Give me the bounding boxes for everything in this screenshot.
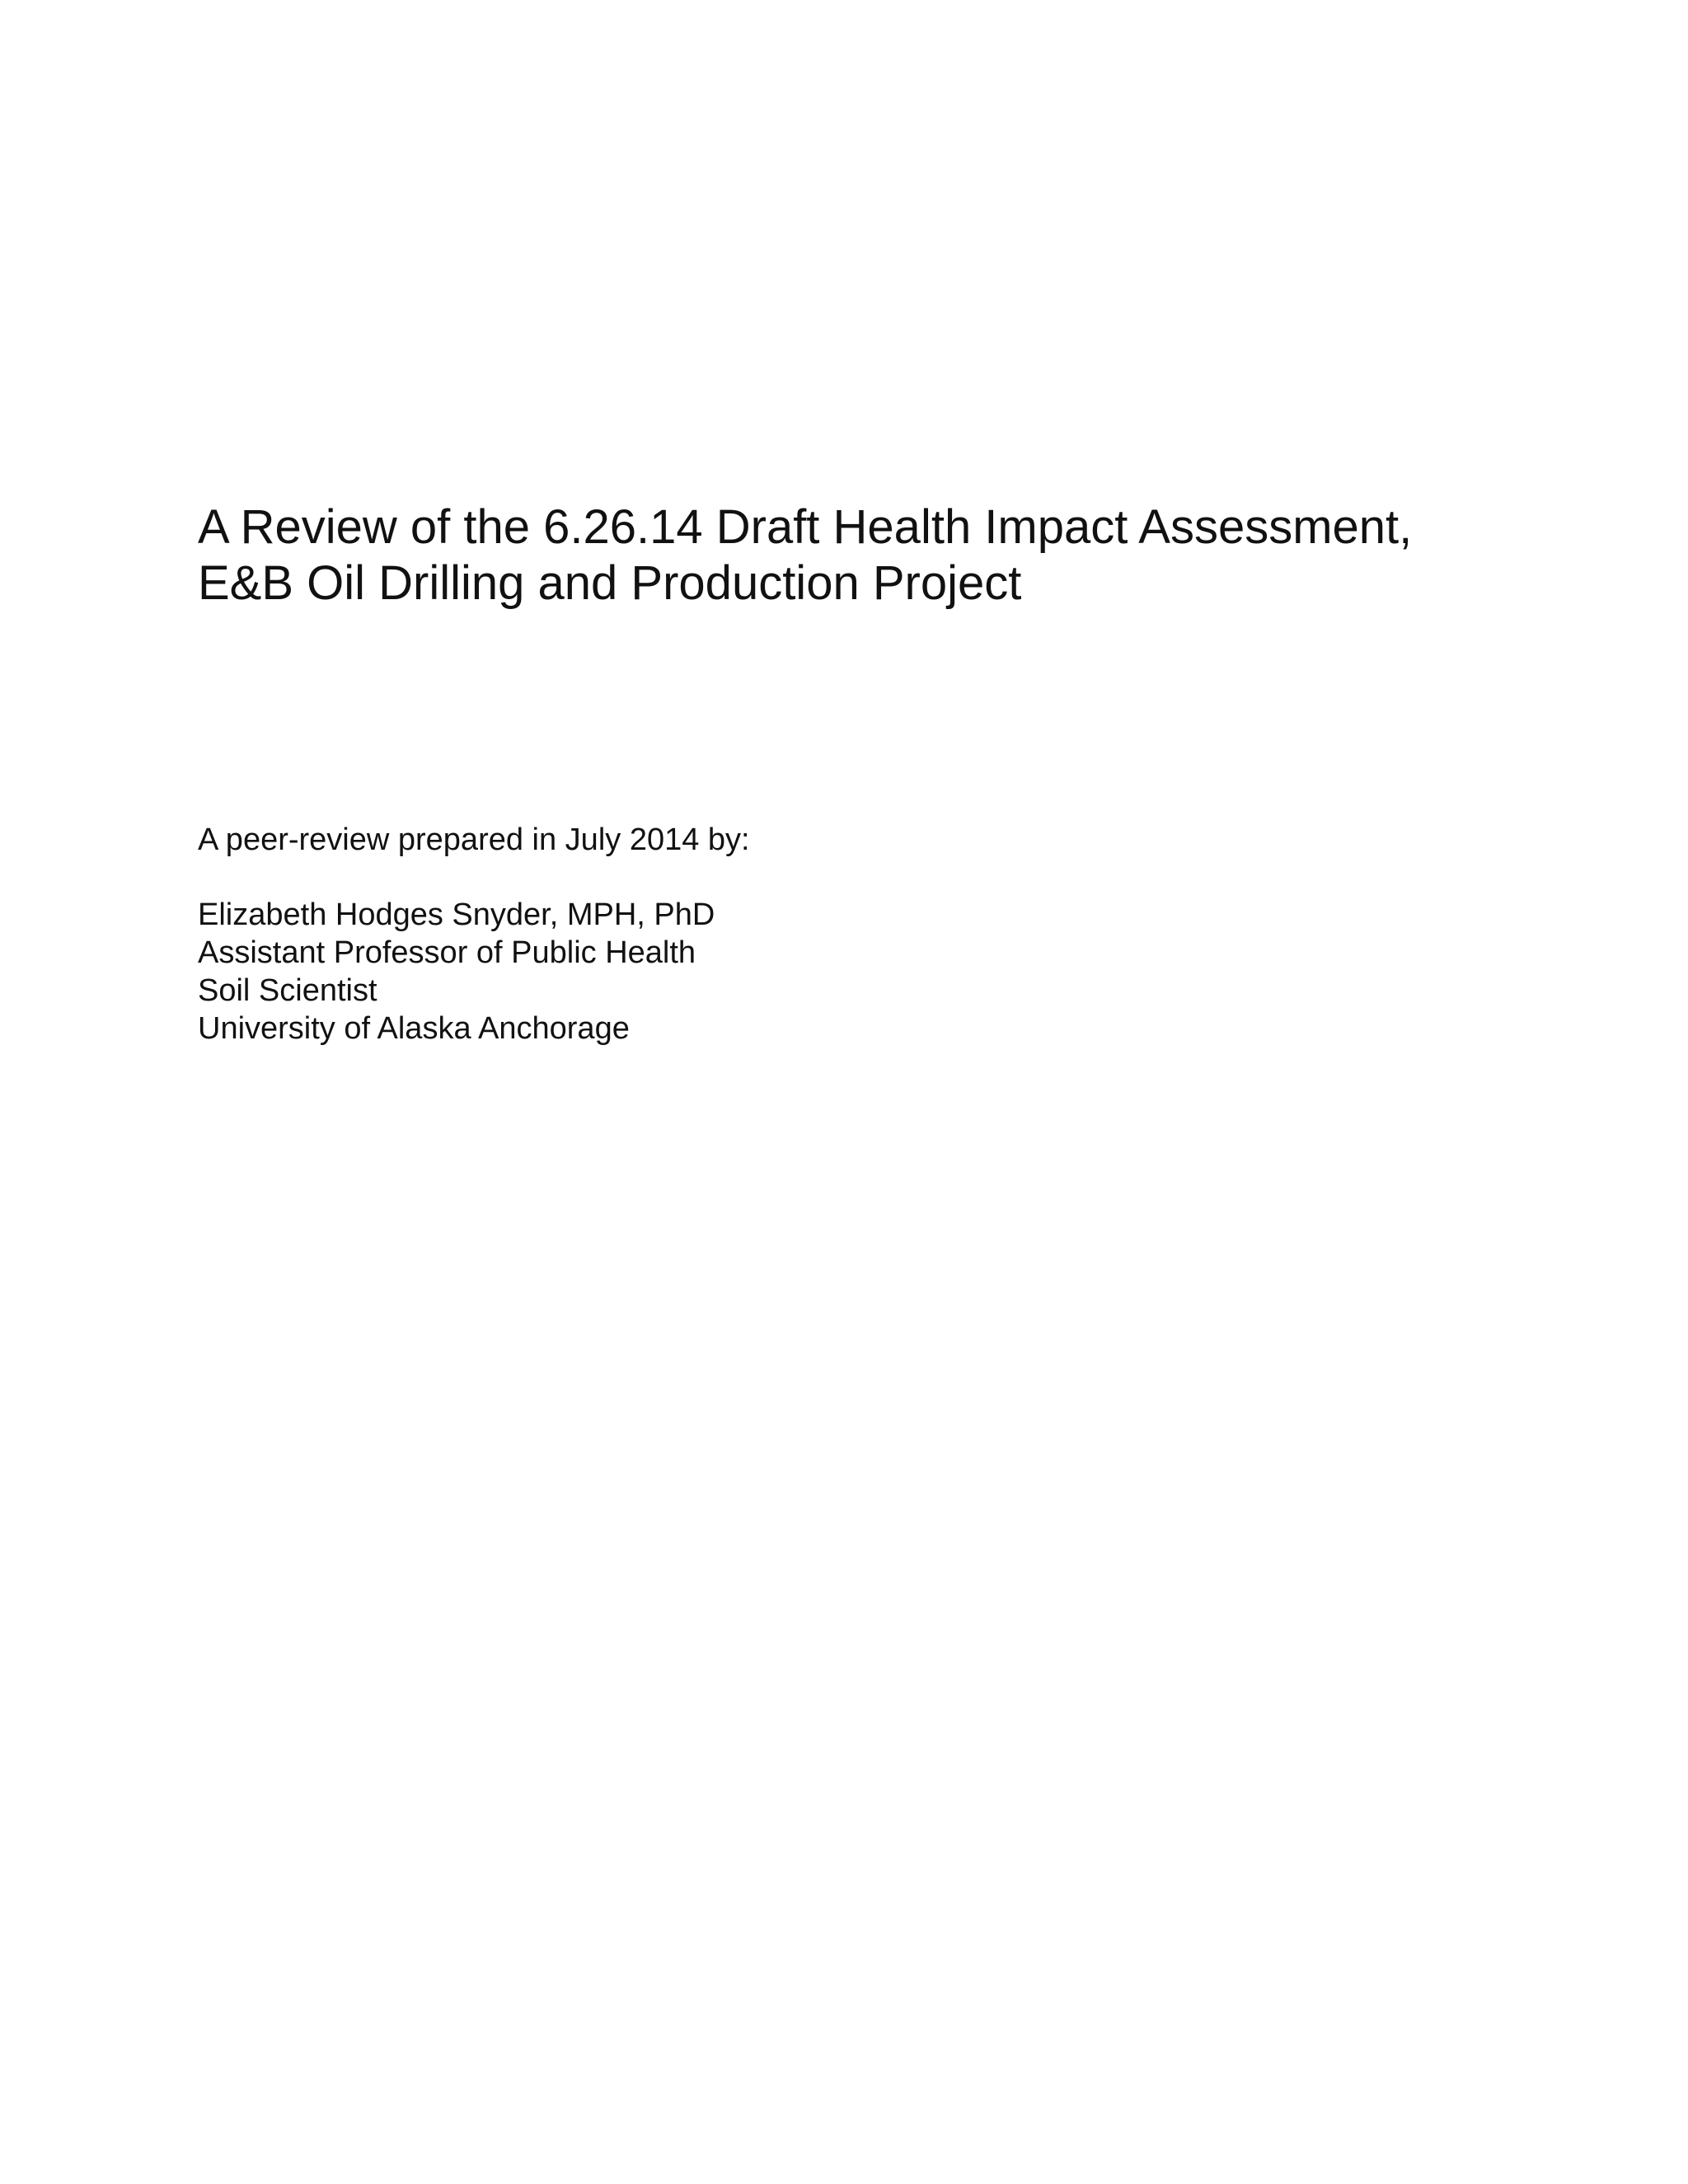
document-title <box>198 499 1599 612</box>
author-institution: University of Alaska Anchorage <box>198 1011 630 1046</box>
author-discipline: Soil Scientist <box>198 973 377 1008</box>
title-line-2: E&B Oil Drilling and Production Project <box>198 556 1022 611</box>
author-block <box>198 896 715 1047</box>
title-line-1: A Review of the 6.26.14 Draft Health Impact Assessment, <box>198 500 1413 555</box>
prepared-by-intro: A peer-review prepared in July 2014 by: <box>198 823 750 857</box>
author-position: Assistant Professor of Public Health <box>198 935 696 970</box>
author-name: Elizabeth Hodges Snyder, MPH, PhD <box>198 898 715 932</box>
